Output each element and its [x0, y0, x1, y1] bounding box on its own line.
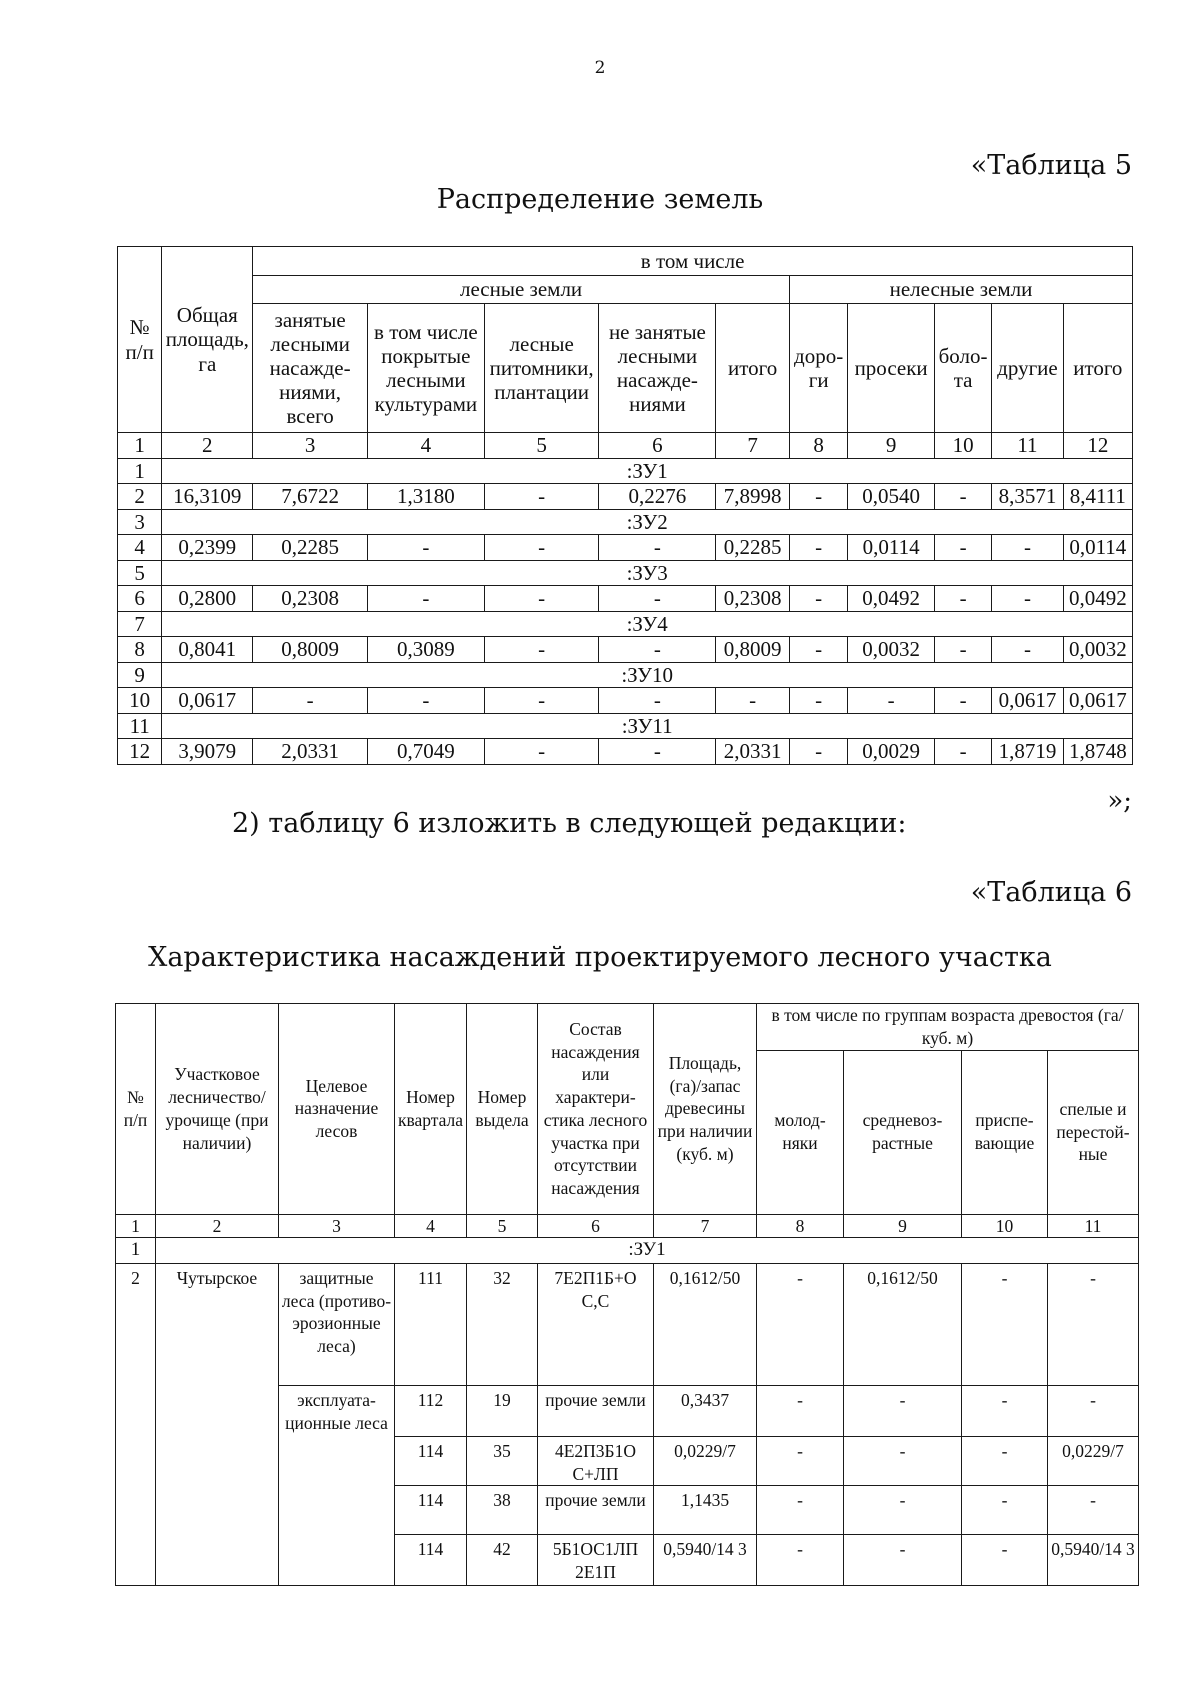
header-col: в том числе покрытые лесными культурами	[367, 304, 484, 433]
column-number: 10	[934, 433, 991, 459]
composition-cell: 5Б1ОС1ЛП 2Е1П	[538, 1535, 654, 1586]
row-number: 12	[118, 739, 162, 765]
allotment-cell: 38	[467, 1486, 538, 1535]
mature-cell: -	[1048, 1263, 1139, 1385]
data-cell: -	[789, 739, 847, 765]
composition-cell: прочие земли	[538, 1385, 654, 1436]
data-cell: 7,6722	[253, 484, 368, 510]
column-number: 10	[962, 1214, 1048, 1238]
data-cell: 0,3089	[367, 637, 484, 663]
data-row	[118, 535, 1133, 561]
data-row	[118, 586, 1133, 612]
middle-cell: -	[844, 1486, 962, 1535]
column-number: 8	[789, 433, 847, 459]
header-col: доро-ги	[789, 304, 847, 433]
data-cell: 1,8719	[992, 739, 1063, 765]
row-number: 9	[118, 662, 162, 688]
data-cell: 8,3571	[992, 484, 1063, 510]
data-cell: 0,2285	[253, 535, 368, 561]
row-number: 2	[118, 484, 162, 510]
purpose-exploitation: эксплуата-ционные леса	[279, 1385, 395, 1586]
mature-cell: 0,0229/7	[1048, 1436, 1139, 1486]
data-cell: -	[484, 688, 599, 714]
table6-caption: «Таблица 6	[970, 877, 1132, 908]
zu-label: :ЗУ4	[162, 611, 1133, 637]
data-cell: 0,2285	[716, 535, 790, 561]
quarter-cell: 112	[395, 1385, 467, 1436]
premature-cell: -	[962, 1263, 1048, 1385]
header-forestry: Участковое лесничество/ урочище (при наличии)	[156, 1004, 279, 1215]
column-number: 1	[116, 1214, 156, 1238]
zu-row	[118, 713, 1133, 739]
column-number: 2	[156, 1214, 279, 1238]
young-cell: -	[757, 1385, 844, 1436]
data-cell: -	[484, 739, 599, 765]
data-cell: -	[789, 586, 847, 612]
data-cell: -	[789, 637, 847, 663]
data-cell: -	[934, 688, 991, 714]
composition-cell: 4Е2П3Б1О С+ЛП	[538, 1436, 654, 1486]
area-cell: 0,0229/7	[654, 1436, 757, 1486]
area-cell: 1,1435	[654, 1486, 757, 1535]
row-number: 6	[118, 586, 162, 612]
data-cell: -	[789, 484, 847, 510]
quarter-cell: 114	[395, 1486, 467, 1535]
area-cell: 0,5940/14 3	[654, 1535, 757, 1586]
header-age-col: молод-няки	[757, 1050, 844, 1214]
data-cell: -	[599, 688, 716, 714]
column-number: 2	[162, 433, 253, 459]
row-number: 11	[118, 713, 162, 739]
column-number: 6	[599, 433, 716, 459]
column-number: 7	[716, 433, 790, 459]
zu-row	[118, 560, 1133, 586]
data-cell: -	[367, 535, 484, 561]
allotment-cell: 42	[467, 1535, 538, 1586]
header-age-col: средневоз-растные	[844, 1050, 962, 1214]
data-cell: -	[716, 688, 790, 714]
header-col: не занятые лесными насажде-ниями	[599, 304, 716, 433]
column-number: 5	[467, 1214, 538, 1238]
data-cell: -	[367, 688, 484, 714]
zu-row	[118, 662, 1133, 688]
header-area: Площадь, (га)/запас древесины при наличии (куб. м)	[654, 1004, 757, 1215]
data-cell: -	[253, 688, 368, 714]
composition-cell: прочие земли	[538, 1486, 654, 1535]
zu-label: :ЗУ11	[162, 713, 1133, 739]
header-allotment: Номер выдела	[467, 1004, 538, 1215]
young-cell: -	[757, 1263, 844, 1385]
data-cell: -	[992, 586, 1063, 612]
zu-label: :ЗУ1	[162, 458, 1133, 484]
table5-caption: «Таблица 5	[970, 150, 1132, 181]
middle-cell: -	[844, 1436, 962, 1486]
column-number: 9	[844, 1214, 962, 1238]
data-row	[118, 484, 1133, 510]
quarter-cell: 114	[395, 1535, 467, 1586]
header-composition: Состав насаждения или характери-стика лесного участка при отсутствии насаждения	[538, 1004, 654, 1215]
area-cell: 0,1612/50	[654, 1263, 757, 1385]
column-number: 7	[654, 1214, 757, 1238]
data-cell: -	[367, 586, 484, 612]
data-cell: 0,2308	[716, 586, 790, 612]
row-number: 7	[118, 611, 162, 637]
header-col: итого	[716, 304, 790, 433]
data-cell: 0,2800	[162, 586, 253, 612]
data-cell: 0,7049	[367, 739, 484, 765]
column-number: 5	[484, 433, 599, 459]
data-cell: 0,0617	[992, 688, 1063, 714]
header-purpose: Целевое назначение лесов	[279, 1004, 395, 1215]
column-number: 12	[1063, 433, 1132, 459]
header-total-area: Общая площадь, га	[162, 247, 253, 433]
data-cell: 0,2276	[599, 484, 716, 510]
data-cell: -	[934, 739, 991, 765]
data-cell: 3,9079	[162, 739, 253, 765]
header-col: боло-та	[934, 304, 991, 433]
table5-body	[118, 458, 1133, 764]
plantation-characteristics-table	[115, 1003, 1139, 1586]
zu-row-number: 1	[116, 1238, 156, 1264]
column-number: 1	[118, 433, 162, 459]
column-number: 4	[367, 433, 484, 459]
header-no: № п/п	[116, 1004, 156, 1215]
data-cell: -	[992, 637, 1063, 663]
allotment-cell: 19	[467, 1385, 538, 1436]
header-no: № п/п	[118, 247, 162, 433]
data-cell: 0,0492	[848, 586, 935, 612]
data-cell: 0,2399	[162, 535, 253, 561]
column-number: 3	[279, 1214, 395, 1238]
premature-cell: -	[962, 1535, 1048, 1586]
data-cell: -	[934, 535, 991, 561]
header-col: другие	[992, 304, 1063, 433]
row-number: 4	[118, 535, 162, 561]
row-number: 8	[118, 637, 162, 663]
closing-quote: »;	[1107, 786, 1132, 816]
mature-cell: -	[1048, 1486, 1139, 1535]
page-number: 2	[594, 58, 606, 78]
data-cell: 8,4111	[1063, 484, 1132, 510]
data-row	[118, 637, 1133, 663]
middle-cell: -	[844, 1385, 962, 1436]
young-cell: -	[757, 1535, 844, 1586]
header-including: в том числе	[253, 247, 1133, 276]
data-cell: -	[599, 586, 716, 612]
row-number: 10	[118, 688, 162, 714]
data-cell: 0,8009	[253, 637, 368, 663]
row-number: 5	[118, 560, 162, 586]
data-cell: -	[934, 586, 991, 612]
land-distribution-table	[117, 246, 1133, 765]
data-cell: 0,0492	[1063, 586, 1132, 612]
zu-row	[118, 509, 1133, 535]
data-row	[118, 739, 1133, 765]
middle-cell: -	[844, 1535, 962, 1586]
data-cell: 0,0032	[848, 637, 935, 663]
column-number: 8	[757, 1214, 844, 1238]
data-cell: -	[599, 535, 716, 561]
premature-cell: -	[962, 1436, 1048, 1486]
header-age-groups: в том числе по группам возраста древостоя (га/куб. м)	[757, 1004, 1139, 1051]
data-cell: 7,8998	[716, 484, 790, 510]
quarter-cell: 111	[395, 1263, 467, 1385]
mature-cell: -	[1048, 1385, 1139, 1436]
young-cell: -	[757, 1436, 844, 1486]
data-cell: 0,8009	[716, 637, 790, 663]
data-cell: -	[789, 688, 847, 714]
data-cell: -	[848, 688, 935, 714]
middle-cell: 0,1612/50	[844, 1263, 962, 1385]
data-cell: 0,8041	[162, 637, 253, 663]
data-cell: 2,0331	[716, 739, 790, 765]
data-cell: -	[484, 535, 599, 561]
data-cell: -	[484, 637, 599, 663]
data-cell: 16,3109	[162, 484, 253, 510]
data-cell: 1,8748	[1063, 739, 1132, 765]
column-number: 9	[848, 433, 935, 459]
mature-cell: 0,5940/14 3	[1048, 1535, 1139, 1586]
column-number: 11	[992, 433, 1063, 459]
zu-label: :ЗУ1	[156, 1238, 1139, 1264]
column-number: 4	[395, 1214, 467, 1238]
data-cell: -	[599, 739, 716, 765]
data-cell: 0,0617	[1063, 688, 1132, 714]
area-cell: 0,3437	[654, 1385, 757, 1436]
header-col: итого	[1063, 304, 1132, 433]
amendment-point-2: 2) таблицу 6 изложить в следующей редакции:	[232, 808, 907, 839]
header-col: лесные питомники, плантации	[484, 304, 599, 433]
zu-label: :ЗУ2	[162, 509, 1133, 535]
data-cell: 0,0617	[162, 688, 253, 714]
quarter-cell: 114	[395, 1436, 467, 1486]
data-cell: 0,0029	[848, 739, 935, 765]
data-cell: 0,0114	[848, 535, 935, 561]
zu-label: :ЗУ3	[162, 560, 1133, 586]
header-age-col: спелые и перестой-ные	[1048, 1050, 1139, 1214]
young-cell: -	[757, 1486, 844, 1535]
data-cell: -	[789, 535, 847, 561]
table5-title: Распределение земель	[436, 184, 764, 215]
row-number: 3	[118, 509, 162, 535]
data-cell: 0,0540	[848, 484, 935, 510]
data-cell: -	[992, 535, 1063, 561]
header-forest-lands: лесные земли	[253, 276, 790, 304]
data-cell: 2,0331	[253, 739, 368, 765]
data-cell: -	[484, 484, 599, 510]
data-row	[118, 688, 1133, 714]
zu-row	[118, 458, 1133, 484]
data-cell: 0,2308	[253, 586, 368, 612]
data-cell: -	[599, 637, 716, 663]
data-cell: 0,0032	[1063, 637, 1132, 663]
forestry-name: Чутырское	[156, 1263, 279, 1586]
column-number: 6	[538, 1214, 654, 1238]
header-col: занятые лесными насажде-ниями, всего	[253, 304, 368, 433]
zu-row	[118, 611, 1133, 637]
row-number: 2	[116, 1263, 156, 1586]
header-quarter: Номер квартала	[395, 1004, 467, 1215]
table6-title: Характеристика насаждений проектируемого лесного участка	[148, 942, 1052, 973]
allotment-cell: 32	[467, 1263, 538, 1385]
premature-cell: -	[962, 1385, 1048, 1436]
data-cell: -	[934, 484, 991, 510]
header-nonforest-lands: нелесные земли	[789, 276, 1132, 304]
data-cell: -	[934, 637, 991, 663]
header-col: просеки	[848, 304, 935, 433]
composition-cell: 7Е2П1Б+О С,С	[538, 1263, 654, 1385]
row-number: 1	[118, 458, 162, 484]
column-number: 3	[253, 433, 368, 459]
data-cell: -	[484, 586, 599, 612]
data-cell: 0,0114	[1063, 535, 1132, 561]
premature-cell: -	[962, 1486, 1048, 1535]
zu-label: :ЗУ10	[162, 662, 1133, 688]
header-age-col: приспе-вающие	[962, 1050, 1048, 1214]
allotment-cell: 35	[467, 1436, 538, 1486]
column-number: 11	[1048, 1214, 1139, 1238]
purpose-protective: защитные леса (противо-эрозионные леса)	[279, 1263, 395, 1385]
data-cell: 1,3180	[367, 484, 484, 510]
